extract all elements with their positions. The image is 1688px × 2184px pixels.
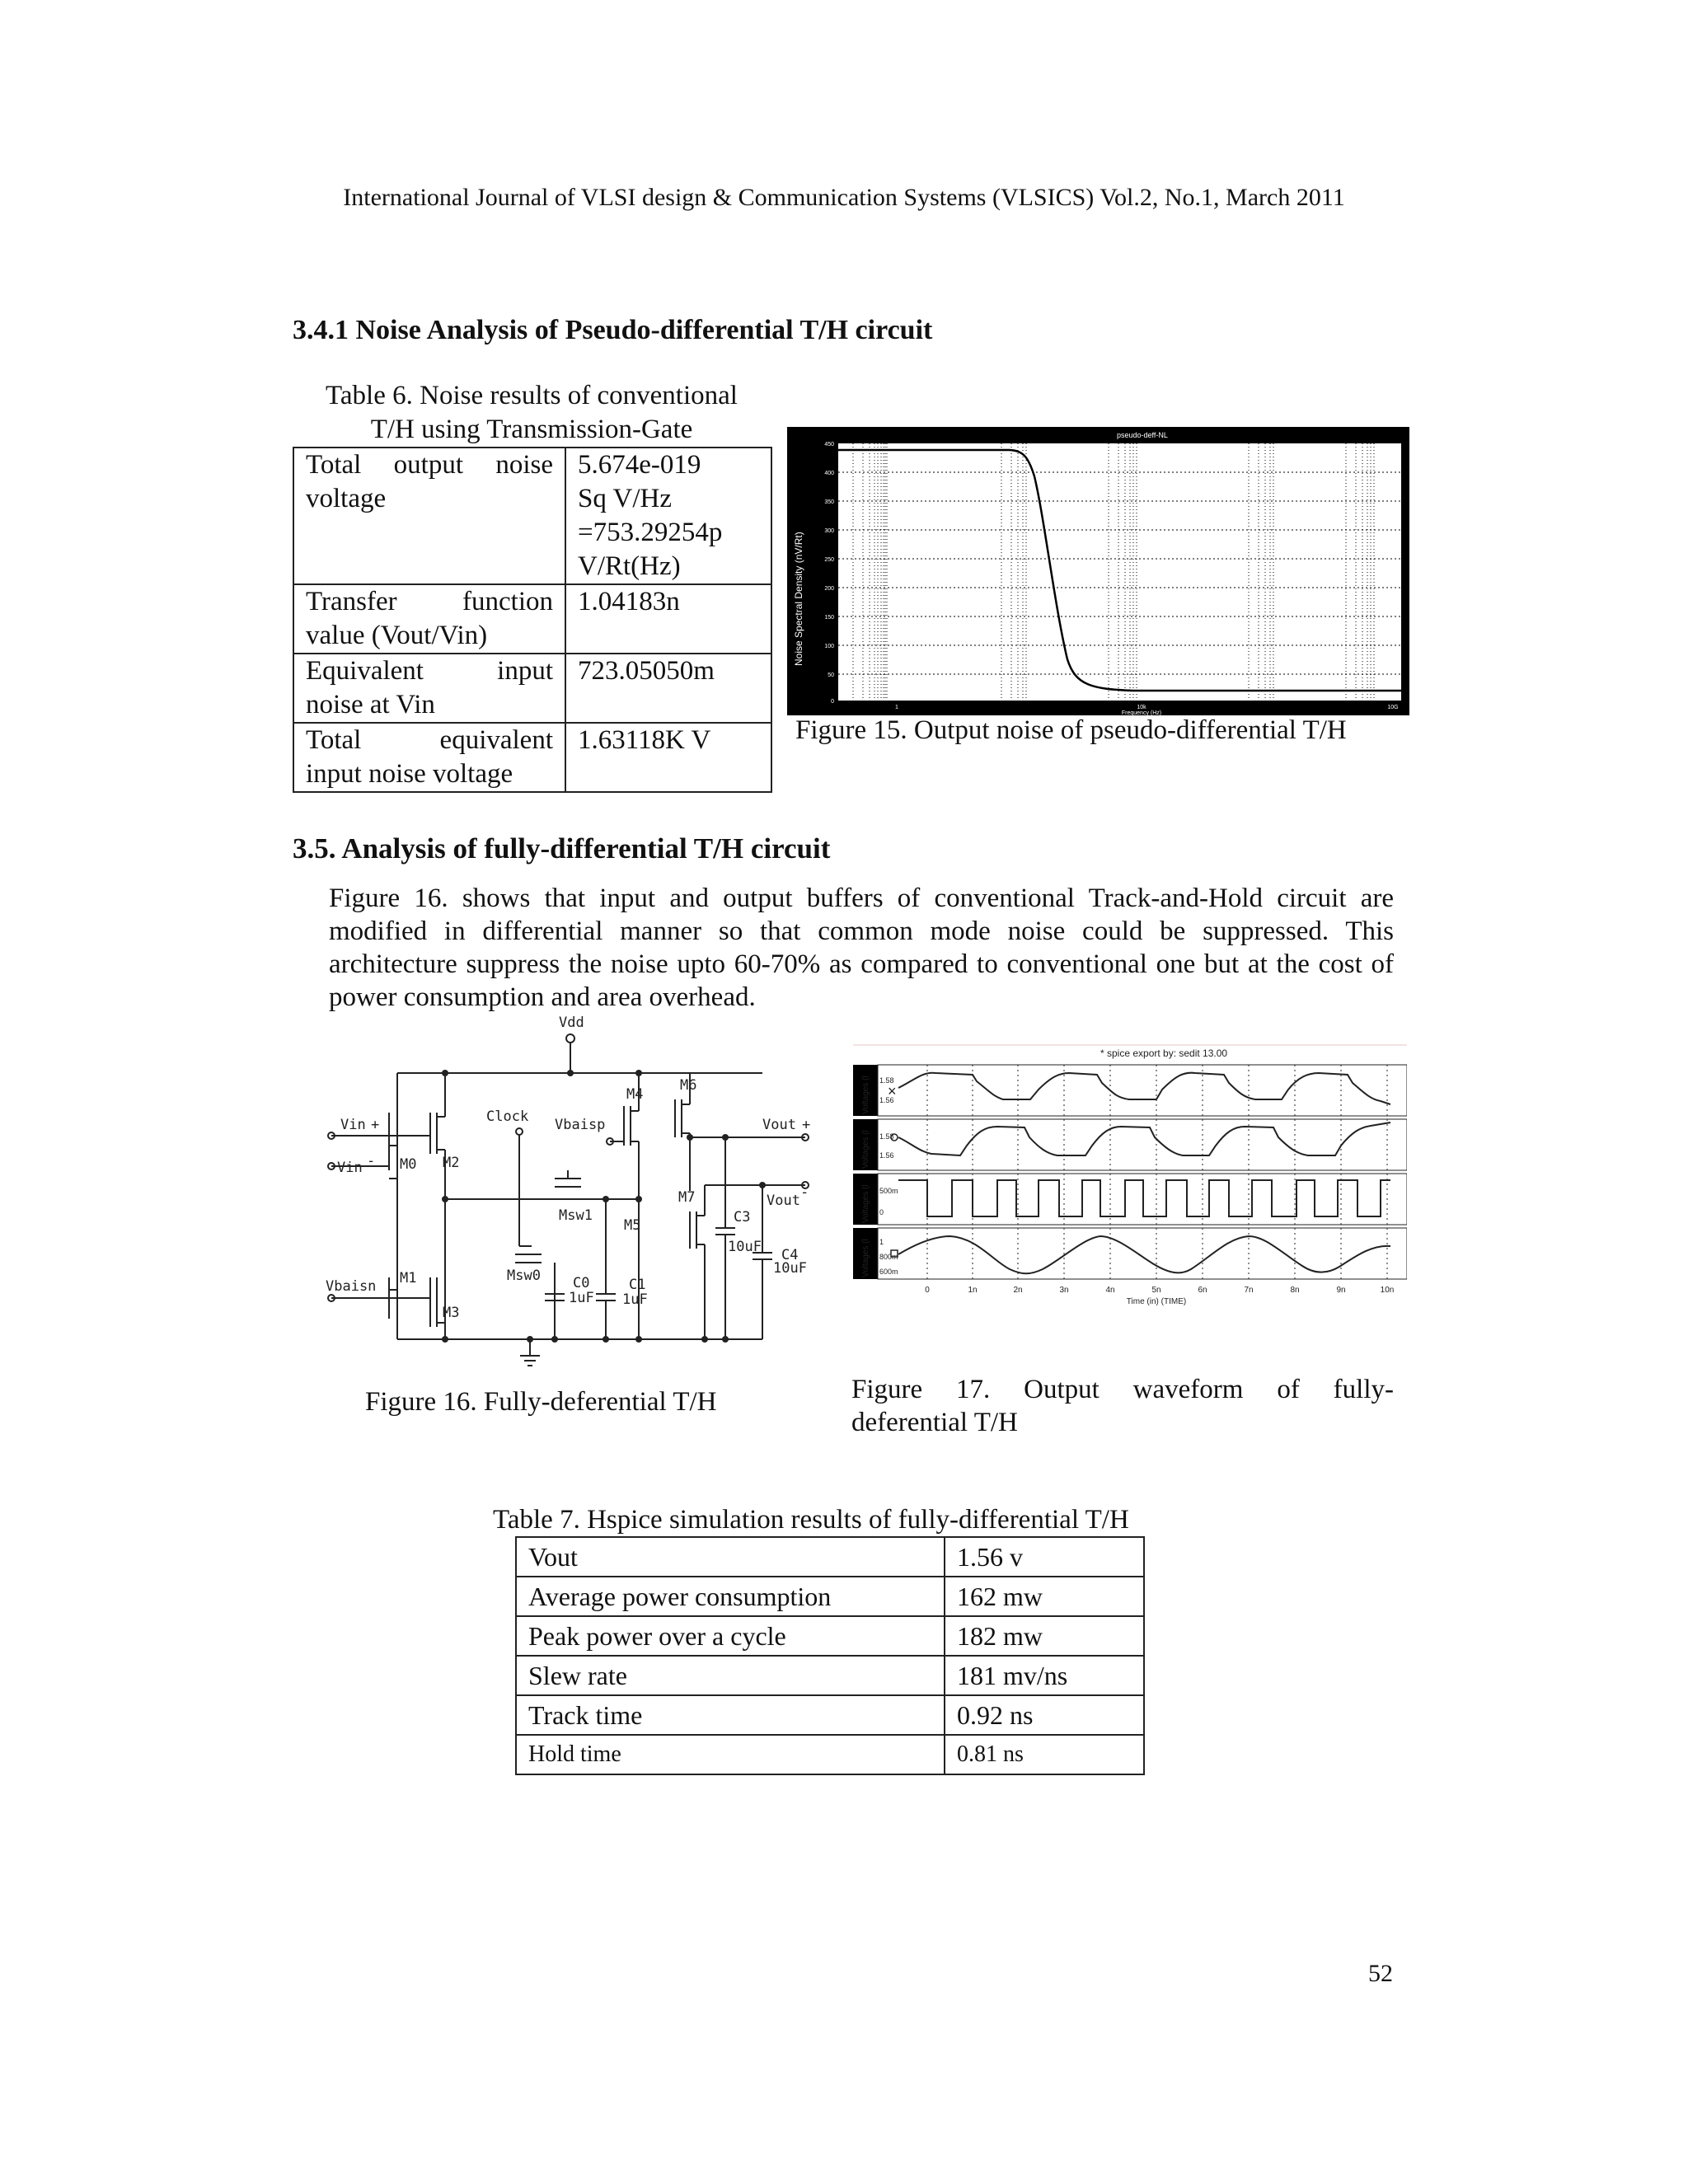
table-row: [293, 723, 771, 792]
xtick-label: 8n: [1290, 1286, 1300, 1295]
cross-marker-icon: ×: [888, 1083, 897, 1099]
table7-value: 182 mw: [945, 1616, 1144, 1656]
table7-value: 0.92 ns: [945, 1695, 1144, 1735]
table7-value: 181 mv/ns: [945, 1656, 1144, 1695]
table7-param: Slew rate: [516, 1656, 945, 1695]
xtick-label: 9n: [1336, 1286, 1346, 1295]
table6-label: Transfer function value (Vout/Vin): [293, 584, 565, 654]
m5-label: M5: [624, 1217, 641, 1234]
ytick-label: 100: [824, 644, 834, 649]
vin-minus-label: Vin: [337, 1160, 363, 1176]
table7: [515, 1536, 1145, 1775]
table-row: [516, 1656, 1144, 1695]
table7-value: 1.56 v: [945, 1537, 1144, 1577]
table7-param: Track time: [516, 1695, 945, 1735]
c4-label: C4: [781, 1247, 799, 1263]
c0-value: 1uF: [569, 1290, 594, 1306]
vdd-label: Vdd: [559, 1015, 584, 1031]
figure17-waveforms: [853, 1040, 1407, 1378]
vbaisp-label: Vbaisp: [555, 1117, 606, 1133]
table6: [293, 447, 772, 793]
table6-caption-line1: Table 6. Noise results of conventional: [326, 381, 738, 410]
m2-label: M2: [443, 1155, 460, 1171]
c1-value: 1uF: [622, 1291, 648, 1308]
section-3-5-paragraph: Figure 16. shows that input and output buffers of conventional Track-and-Hold circuit are modified in differential manner so that common mode noise could be suppressed. This architecture suppress the noise upto 60-70% as compared to conventional one but at the cost of power consumption and area overhead.: [329, 883, 1394, 1012]
c3-label: C3: [734, 1209, 751, 1226]
m6-label: M6: [680, 1077, 697, 1094]
table-row: [293, 654, 771, 723]
table6-value: 1.04183n: [565, 584, 771, 654]
table6-value: 723.05050m: [565, 654, 771, 723]
xtick-label: 10k: [1137, 705, 1146, 710]
ytick-label: 200: [824, 586, 834, 592]
ytick-label: 0: [879, 1208, 884, 1216]
xtick-label: 1: [895, 705, 898, 710]
table6-value: 5.674e-019 Sq V/Hz =753.29254p V/Rt(Hz): [565, 448, 771, 584]
section-title-3-5: 3.5. Analysis of fully-differential T/H circuit: [293, 832, 831, 865]
figure15-ylabel: Noise Spectral Density (nV/Rt): [793, 532, 804, 666]
xtick-label: 10n: [1380, 1286, 1395, 1295]
table7-param: Peak power over a cycle: [516, 1616, 945, 1656]
c3-value: 10uF: [728, 1239, 762, 1255]
table-row: [293, 584, 771, 654]
figure15-xlabel: Frequency (Hz): [1121, 710, 1162, 715]
figure17-title: * spice export by: sedit 13.00: [1100, 1047, 1228, 1059]
figure17-xlabel: Time (in) (TIME): [1126, 1297, 1187, 1306]
figure16-schematic: [317, 1014, 812, 1376]
table6-label: Total equivalent input noise voltage: [293, 723, 565, 792]
ytick-label: 500m: [879, 1187, 898, 1195]
table6-caption: [293, 379, 771, 447]
msw0-label: Msw0: [507, 1268, 541, 1284]
table7-value: 0.81 ns: [945, 1735, 1144, 1774]
ytick-label: 1.58: [879, 1132, 894, 1141]
vin-minus-sign: -: [367, 1153, 376, 1169]
table-row: [516, 1695, 1144, 1735]
clock-label: Clock: [486, 1108, 529, 1125]
xtick-label: 5n: [1151, 1286, 1161, 1295]
vbaisn-label: Vbaisn: [326, 1278, 377, 1295]
table-row: [516, 1735, 1144, 1774]
c0-label: C0: [573, 1275, 590, 1291]
xtick-label: 4n: [1105, 1286, 1115, 1295]
vout-minus-sign: -: [800, 1184, 809, 1201]
xtick-label: 7n: [1244, 1286, 1254, 1295]
panel3-ylabel: Voltages (l: [861, 1184, 870, 1223]
vout-plus-sign: +: [802, 1117, 811, 1133]
xtick-label: 6n: [1198, 1286, 1207, 1295]
m7-label: M7: [678, 1189, 696, 1206]
ytick-label: 1.56: [879, 1151, 894, 1160]
ytick-label: 50: [828, 673, 834, 678]
ytick-label: 1.58: [879, 1076, 894, 1085]
c1-label: C1: [629, 1277, 646, 1293]
figure15-caption: Figure 15. Output noise of pseudo-differential T/H: [795, 715, 1347, 745]
ytick-label: 150: [824, 615, 834, 621]
ytick-label: 1.56: [879, 1096, 894, 1104]
table7-param: Hold time: [516, 1735, 945, 1774]
ytick-label: 0: [831, 699, 834, 705]
ytick-label: 250: [824, 557, 834, 563]
table7-param: Average power consumption: [516, 1577, 945, 1616]
ytick-label: 450: [824, 442, 834, 448]
xtick-label: 2n: [1013, 1286, 1023, 1295]
panel1-ylabel: Voltages (l: [861, 1076, 870, 1114]
table-row: [516, 1577, 1144, 1616]
section-title-3-4-1: 3.4.1 Noise Analysis of Pseudo-differential T/H circuit: [293, 315, 933, 345]
ytick-label: 600m: [879, 1268, 898, 1276]
m0-label: M0: [400, 1156, 417, 1173]
ytick-label: 350: [824, 499, 834, 505]
figure17-caption-line1: Figure 17. Output waveform of fully-: [851, 1375, 1394, 1404]
running-header: International Journal of VLSI design & Communication Systems (VLSICS) Vol.2, No.1, March 2011: [343, 184, 1345, 211]
table7-param: Vout: [516, 1537, 945, 1577]
xtick-label: 3n: [1059, 1286, 1069, 1295]
xtick-label: 1n: [968, 1286, 978, 1295]
xtick-label: 0: [925, 1286, 930, 1295]
figure15-noise-plot: [787, 427, 1409, 715]
vin-plus-sign: +: [371, 1117, 380, 1133]
panel2-ylabel: Voltages (l: [861, 1130, 870, 1169]
table-row: [516, 1616, 1144, 1656]
table6-label: Total output noise voltage: [293, 448, 565, 584]
ytick-label: 1: [879, 1238, 884, 1246]
msw1-label: Msw1: [559, 1207, 593, 1224]
ytick-label: 400: [824, 471, 834, 476]
m3-label: M3: [443, 1305, 460, 1321]
xtick-label: 10G: [1387, 705, 1399, 710]
m1-label: M1: [400, 1270, 417, 1286]
table7-caption: Table 7. Hspice simulation results of fully-differential T/H: [493, 1505, 1129, 1535]
vout-minus-label: Vout: [767, 1193, 800, 1209]
c4-value: 10uF: [773, 1260, 807, 1277]
table7-value: 162 mw: [945, 1577, 1144, 1616]
ytick-label: 800m: [879, 1253, 898, 1261]
table6-value: 1.63118K V: [565, 723, 771, 792]
panel4-ylabel: Voltages (l: [861, 1239, 870, 1277]
table6-caption-line2: T/H using Transmission-Gate: [370, 415, 693, 444]
vin-plus-label: Vin: [340, 1117, 366, 1133]
m4-label: M4: [626, 1086, 644, 1103]
page-number: 52: [1368, 1960, 1393, 1987]
ytick-label: 300: [824, 528, 834, 534]
figure16-caption: Figure 16. Fully-deferential T/H: [365, 1387, 717, 1417]
table-row: [516, 1537, 1144, 1577]
figure17-caption-line2: deferential T/H: [851, 1408, 1018, 1437]
figure15-plot-title: pseudo-deff-NL: [1117, 431, 1168, 439]
table-row: [293, 448, 771, 584]
vout-plus-label: Vout: [762, 1117, 796, 1133]
table6-label: Equivalent input noise at Vin: [293, 654, 565, 723]
